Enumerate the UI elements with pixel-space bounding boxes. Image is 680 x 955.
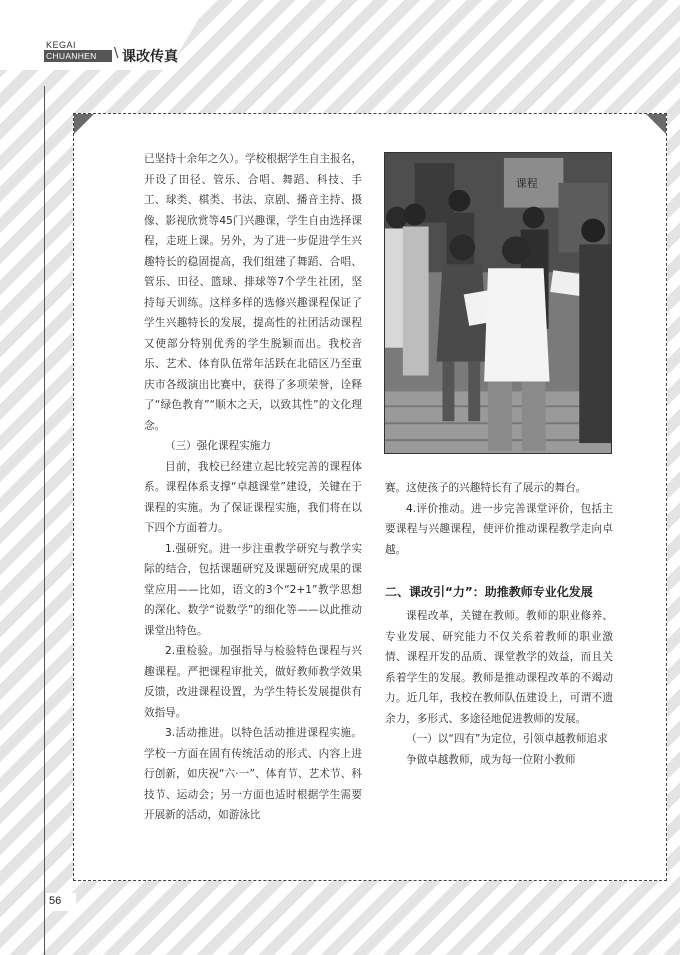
paragraph: 4.评价推动。进一步完善课堂评价，包括主要课程与兴趣课程，使评价推动课程教学走向卓越。	[385, 502, 613, 556]
paragraph: 争做卓越教师，成为每一位附小教师	[406, 753, 576, 766]
photo-sign-text: 课程	[515, 176, 538, 190]
paragraph: 课程改革，关键在教师。教师的职业修养、专业发展、研究能力不仅关系着教师的职业激情、课程开发的品质、课堂教学的效益，而且关系着学生的发展。教师是推动课程改革的不竭动力。近几年，我校在教师队伍建设上，可谓不遗余力，多形式、多途径地促进教师的发展。	[385, 610, 613, 725]
paragraph: 已坚持十余年之久）。学校根据学生自主报名，开设了田径、管乐、合唱、舞蹈、科技、手工、球类、棋类、书法、京剧、播音主持、摄像、影视欣赏等45门兴趣课，学生自由选择课程，走班上课。另外，为了进一步促进学生兴趣特长的稳固提高，我们组建了舞蹈、合唱、管乐、田径、篮球、排球等7个学生社团，坚持每天训练。这样多样的选修兴趣课程保证了学生兴趣特长的发展，提高性的社团活动课程又使部分特别优秀的学生脱颖而出。我校音乐、艺术、体育队伍常年活跃在北碚区乃至重庆市各级演出比赛中，获得了多项荣誉，诠释了“绿色教育”“顺木之天，以致其性”的文化理念。	[144, 153, 362, 432]
students-photo	[384, 152, 612, 454]
corner-cut-top-right	[646, 114, 666, 134]
article-left-column	[144, 149, 362, 826]
article-panel	[73, 113, 667, 881]
brand-kegai: KEGAI	[46, 40, 77, 50]
page-margin-rule	[44, 86, 45, 955]
section-heading: 二、课改引“力”：助推教师专业化发展	[385, 585, 593, 599]
column-title: 课改传真	[122, 49, 178, 65]
page-number: 56	[49, 895, 62, 907]
paragraph: 目前，我校已经建立起比较完善的课程体系。课程体系支撑“卓越课堂”建设，关键在于课程的实施。为了保证课程实施，我们将在以下四个方面着力。	[144, 460, 362, 534]
subsection-heading: （三）强化课程实施力	[165, 440, 271, 452]
subsection-heading: （一）以“四有”为定位，引领卓越教师追求	[406, 733, 608, 745]
article-right-column	[385, 478, 613, 770]
paragraph: 赛。这使孩子的兴趣特长有了展示的舞台。	[385, 482, 587, 494]
corner-cut-top-left	[74, 114, 94, 134]
brand-chuanhen: CHUANHEN	[44, 50, 112, 62]
paragraph: 2.重检验。加强指导与检验特色课程与兴趣课程。严把课程审批关，做好教师教学效果反馈，改进课程设置，为学生特长发展提供有效指导。	[144, 645, 362, 719]
brand-slash: \	[114, 46, 119, 61]
students-photo-icon	[385, 153, 611, 453]
paragraph: 3.活动推进。以特色活动推进课程实施。学校一方面在固有传统活动的形式、内容上进行创新，如庆祝“六·一”、体育节、艺术节、科技节、运动会；另一方面也适时根据学生需要开展新的活动，如游泳比	[144, 727, 362, 821]
paragraph: 1.强研究。进一步注重教学研究与教学实际的结合，包括课题研究及课题研究成果的课堂应用——比如，语文的3个“2+1”教学思想的深化、数学“说数学”的细化等——以此推动课堂出特色。	[144, 542, 362, 637]
